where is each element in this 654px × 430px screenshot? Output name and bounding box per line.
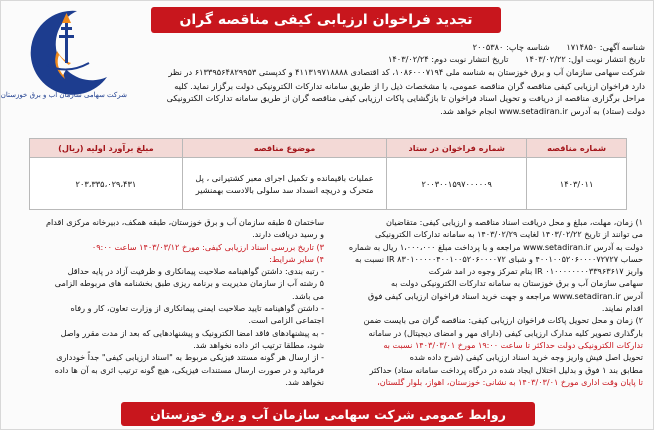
condition-line: - از ارسال هر گونه مستند فیزیکی مربوط به "اسناد ارزیابی کیفی" جداً خودداری — [56, 352, 324, 363]
notice-meta — [125, 41, 645, 78]
header-subject: موضوع مناقصه — [182, 139, 387, 158]
condition-line: - داشتن گواهینامه تایید صلاحیت ایمنی پیمانکاری از وزارت تعاون، کار و رفاه — [70, 303, 324, 314]
intro-line: شرکت سهامی سازمان آب و برق خوزستان به شناسه ملی ۱۰۸۶۰۰۰۷۱۹۴، کد اقتصادی ۴۱۱۳۱۹۷۱۸۸۸۸ و کدپستی ۶۱۳۳۹۵۶۴۸۲۹۹۵۳ در نظر — [168, 66, 645, 77]
first-publish-date: تاریخ انتشار نوبت اول: ۱۴۰۳/۰۲/۲۲ — [525, 54, 645, 65]
notice-title: تجدید فراخوان ارزیابی کیفی مناقصه گران — [179, 12, 473, 28]
footer-text: روابط عمومی شرکت سهامی سازمان آب و برق خوزستان — [150, 406, 506, 422]
logo-caption: شرکت سهامی سازمان آب و برق خوزستان — [0, 91, 127, 99]
condition-line: مطابق بند ۱ فوق و بدلیل اختلال ایجاد شده در درگاه پرداخت سامانه ستاد) حداکثر — [369, 364, 643, 375]
condition-line: تدارکات الکترونیکی دولت حداکثر تا ساعت ۱۹:۰۰ مورخ ۱۴۰۳/۰۳/۰۱ نسبت به — [383, 339, 643, 350]
condition-line: ۱) زمان، مهلت، مبلغ و محل دریافت اسناد مناقصه و ارزیابی کیفی: متقاضیان — [385, 217, 643, 227]
condition-line: آدرس www.setadiran.ir مراجعه و جهت خرید اسناد فراخوان ارزیابی کیفی فوق — [368, 290, 643, 301]
cell-setad-number: ۲۰۰۳۰۰۱۵۹۷۰۰۰۰۰۹ — [387, 158, 527, 210]
condition-line: می توانند از تاریخ ۱۴۰۳/۰۲/۲۲ لغایت ۱۴۰۳/۰۲/۲۹ به سامانه تدارکات الکترونیکی — [375, 229, 643, 240]
conditions-right-column — [330, 216, 643, 388]
condition-line: سهامی سازمان آب و برق خوزستان به سامانه تدارکات الکترونیکی دولت به — [390, 278, 643, 289]
condition-line: ۳) تاریخ بررسی اسناد ارزیابی کیفی: مورخ ۱۴۰۳/۰۳/۱۲ ساعت ۰۹:۰۰ — [91, 241, 324, 252]
meta-row-dates — [125, 53, 645, 65]
intro-paragraph — [125, 80, 645, 117]
ad-number: شناسه آگهی: ۱۷۱۴۸۵۰ — [566, 42, 645, 52]
condition-line: تا پایان وقت اداری مورخ ۱۴۰۳/۰۳/۰۱ به نشانی: خوزستان، اهواز، بلوار گلستان، — [377, 376, 643, 387]
conditions-left-column — [11, 216, 324, 388]
condition-line: بارگذاری تصویر کلیه مدارک ارزیابی کیفی (دارای مهر و امضای دیجیتال) در سامانه — [368, 327, 643, 338]
condition-line: واریز IR ۰۱۰۰۰۰۰۰۰۰۳۳۹۶۳۶۱۷ بنام تمرکز وجوه در امد شرکت — [428, 266, 643, 277]
intro-line: مراحل برگزاری مناقصه از دریافت و تحویل اسناد فراخوان تا بازگشایی پاکات ارزیابی کیفی مناقصه گران از طریق سامانه تدارکات الکترونیکی — [166, 93, 645, 104]
table-row — [30, 158, 627, 210]
condition-line: تحویل اصل فیش واریز وجه خرید اسناد ارزیابی کیفی (شرح داده شده — [409, 352, 643, 363]
tender-table-header — [30, 139, 627, 158]
condition-line: شود، مطلقا ترتیب اثر داده نخواهد شد. — [193, 339, 324, 350]
condition-line: ۵ رشته آب از سازمان مدیریت و برنامه ریزی طبق بخشنامه های مربوطه الزامی — [54, 278, 324, 289]
condition-line: ساختمان ۵ طبقه سازمان آب و برق خوزستان، طبقه همکف، دبیرخانه مرکزی اقدام — [46, 217, 324, 227]
condition-line: دولت به آدرس www.setadiran.ir مراجعه و با پرداخت مبلغ ۱،۰۰۰،۰۰۰ ریال به شماره — [348, 241, 643, 252]
condition-line: حساب ۴۰۰۱۰۰۵۲۰۶۰۰۰۰۷۲۷۲۷ و شبای IR ۸۳۰۱۰۰۰۰۰۴۰۰۱۰۰۵۲۰۶۰۰۰۰۷۲ نسبت به — [354, 253, 643, 264]
tower-globe-logo-icon — [7, 5, 127, 95]
tender-table — [29, 138, 627, 210]
second-publish-date: تاریخ انتشار نوبت دوم: ۱۴۰۳/۰۲/۲۴ — [388, 54, 509, 65]
condition-line: - رتبه بندی: داشتن گواهینامه صلاحیت پیمانکاری و ظرفیت آزاد در پایه حداقل — [67, 266, 324, 277]
condition-line: ۴) سایر شرایط: — [269, 253, 324, 264]
header-amount: مبلغ برآورد اولیه (ریال) — [30, 139, 183, 158]
cell-tender-number: ۱۴۰۳/۰۱۱ — [527, 158, 627, 210]
cell-subject: عملیات باقیمانده و تکمیل اجرای معبر کشتیرانی ، پل متحرک و دریچه انسداد سد سلولی بالادست بهمنشیر — [182, 158, 387, 210]
header-setad-number: شماره فراخوان در ستاد — [387, 139, 527, 158]
condition-line: نخواهد شد. — [285, 376, 324, 387]
condition-line: می باشد. — [292, 290, 324, 301]
cell-amount: ۲۰۳،۳۳۵،۰۲۹،۴۳۱ — [30, 158, 183, 210]
condition-line: و رسید دریافت دارند. — [252, 229, 324, 240]
condition-line: فرمائید و در صورت ارسال مستندات فیزیکی، هیچ گونه ترتیب اثری به آن ها داده — [54, 364, 324, 375]
condition-line: اجتماعی الزامی است. — [248, 315, 324, 326]
meta-row-ids — [125, 41, 645, 53]
footer-banner — [121, 402, 535, 426]
intro-line: دارد فراخوان ارزیابی کیفی مناقصه گران مناقصه عمومی، با مشخصات ذیل را از طریق سامانه تدارکات الکترونیکی دولت برگزار نماید. کلیه — [174, 81, 645, 91]
condition-line: - به پیشنهادهای فاقد امضا الکترونیک و پیشنهادهایی که بعد از مدت مقرر واصل — [60, 327, 324, 338]
company-logo — [0, 5, 127, 113]
condition-line: ۲) زمان و محل تحویل پاکات فراخوان ارزیابی کیفی: مناقصه گران می بایست ضمن — [363, 315, 643, 326]
intro-line: دولت (ستاد) به آدرس www.setadiran.ir انجام خواهد شد. — [440, 105, 645, 116]
notice-title-banner — [151, 7, 501, 33]
header-tender-number: شماره مناقصه — [527, 139, 627, 158]
publish-number: شناسه چاپ: ۲۰۰۵۳۸۰ — [472, 42, 550, 52]
condition-line: اقدام نمایند. — [601, 303, 643, 314]
